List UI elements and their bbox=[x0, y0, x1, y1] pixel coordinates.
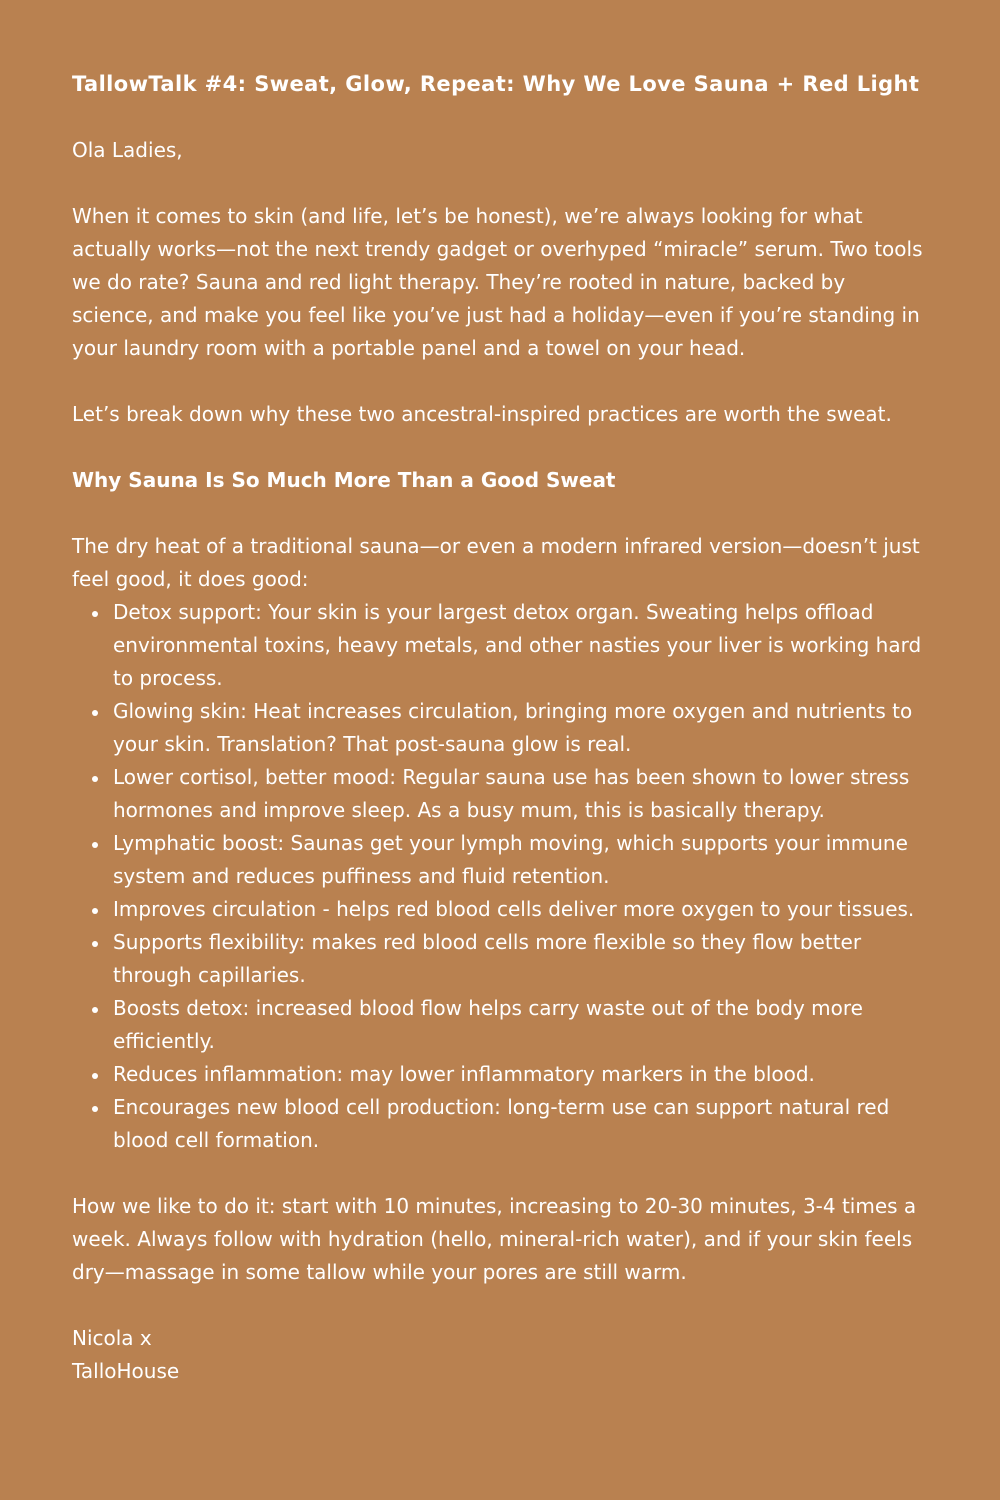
sauna-intro-paragraph: The dry heat of a traditional sauna—or even a modern infrared version—doesn’t just feel good, it does good: bbox=[72, 534, 920, 591]
bullet-icon bbox=[92, 776, 98, 782]
benefit-text: Detox support: Your skin is your largest detox organ. Sweating helps offload environmental toxins, heavy metals, and other nasties your liver is working hard to process. bbox=[113, 600, 922, 690]
benefit-text: Glowing skin: Heat increases circulation, bringing more oxygen and nutrients to your skin. Translation? That post-sauna glow is real. bbox=[113, 699, 913, 756]
benefit-text: Encourages new blood cell production: long-term use can support natural red blood cell formation. bbox=[113, 1095, 890, 1152]
benefit-text: Boosts detox: increased blood flow helps carry waste out of the body more efficiently. bbox=[113, 996, 863, 1053]
signoff bbox=[72, 1322, 928, 1388]
breakdown-paragraph: Let’s break down why these two ancestral-inspired practices are worth the sweat. bbox=[72, 402, 892, 426]
benefit-text: Lymphatic boost: Saunas get your lymph moving, which supports your immune system and reduces puffiness and fluid retention. bbox=[113, 831, 908, 888]
list-item bbox=[113, 926, 928, 992]
list-item bbox=[113, 893, 928, 926]
bullet-icon bbox=[92, 611, 98, 617]
benefit-text: Reduces inflammation: may lower inflammatory markers in the blood. bbox=[113, 1062, 815, 1086]
bullet-icon bbox=[92, 908, 98, 914]
signoff-brand: TalloHouse bbox=[72, 1359, 180, 1383]
benefit-text: Supports flexibility: makes red blood cells more flexible so they flow better through capillaries. bbox=[113, 930, 862, 987]
signoff-name: Nicola x bbox=[72, 1326, 152, 1350]
list-item bbox=[113, 761, 928, 827]
benefit-text: Improves circulation - helps red blood cells deliver more oxygen to your tissues. bbox=[113, 897, 915, 921]
bullet-icon bbox=[92, 941, 98, 947]
benefit-text: Lower cortisol, better mood: Regular sauna use has been shown to lower stress hormones and improve sleep. As a busy mum, this is basically therapy. bbox=[113, 765, 910, 822]
howto-paragraph: How we like to do it: start with 10 minutes, increasing to 20-30 minutes, 3-4 times a week. Always follow with hydration (hello, mineral-rich water), and if your skin feels dry—massage in some tallow while your pores are still warm. bbox=[72, 1194, 917, 1284]
bullet-icon bbox=[92, 1106, 98, 1112]
list-item bbox=[113, 827, 928, 893]
list-item bbox=[113, 992, 928, 1058]
bullet-icon bbox=[92, 1073, 98, 1079]
greeting: Ola Ladies, bbox=[72, 138, 183, 162]
list-item bbox=[113, 1091, 928, 1157]
bullet-icon bbox=[92, 710, 98, 716]
sauna-heading: Why Sauna Is So Much More Than a Good Sweat bbox=[72, 468, 616, 492]
benefits-list bbox=[72, 596, 928, 1157]
bullet-icon bbox=[92, 842, 98, 848]
list-item bbox=[113, 695, 928, 761]
intro-paragraph: When it comes to skin (and life, let’s be honest), we’re always looking for what actually works—not the next trendy gadget or overhyped “miracle” serum. Two tools we do rate? Sauna and red light therapy. They’re rooted in nature, backed by science, and make you feel like you’ve just had a holiday—even if you’re standing in your laundry room with a portable panel and a towel on your head. bbox=[72, 204, 923, 360]
list-item bbox=[113, 596, 928, 695]
bullet-icon bbox=[92, 1007, 98, 1013]
list-item bbox=[113, 1058, 928, 1091]
post-title: TallowTalk #4: Sweat, Glow, Repeat: Why We Love Sauna + Red Light bbox=[72, 72, 920, 96]
